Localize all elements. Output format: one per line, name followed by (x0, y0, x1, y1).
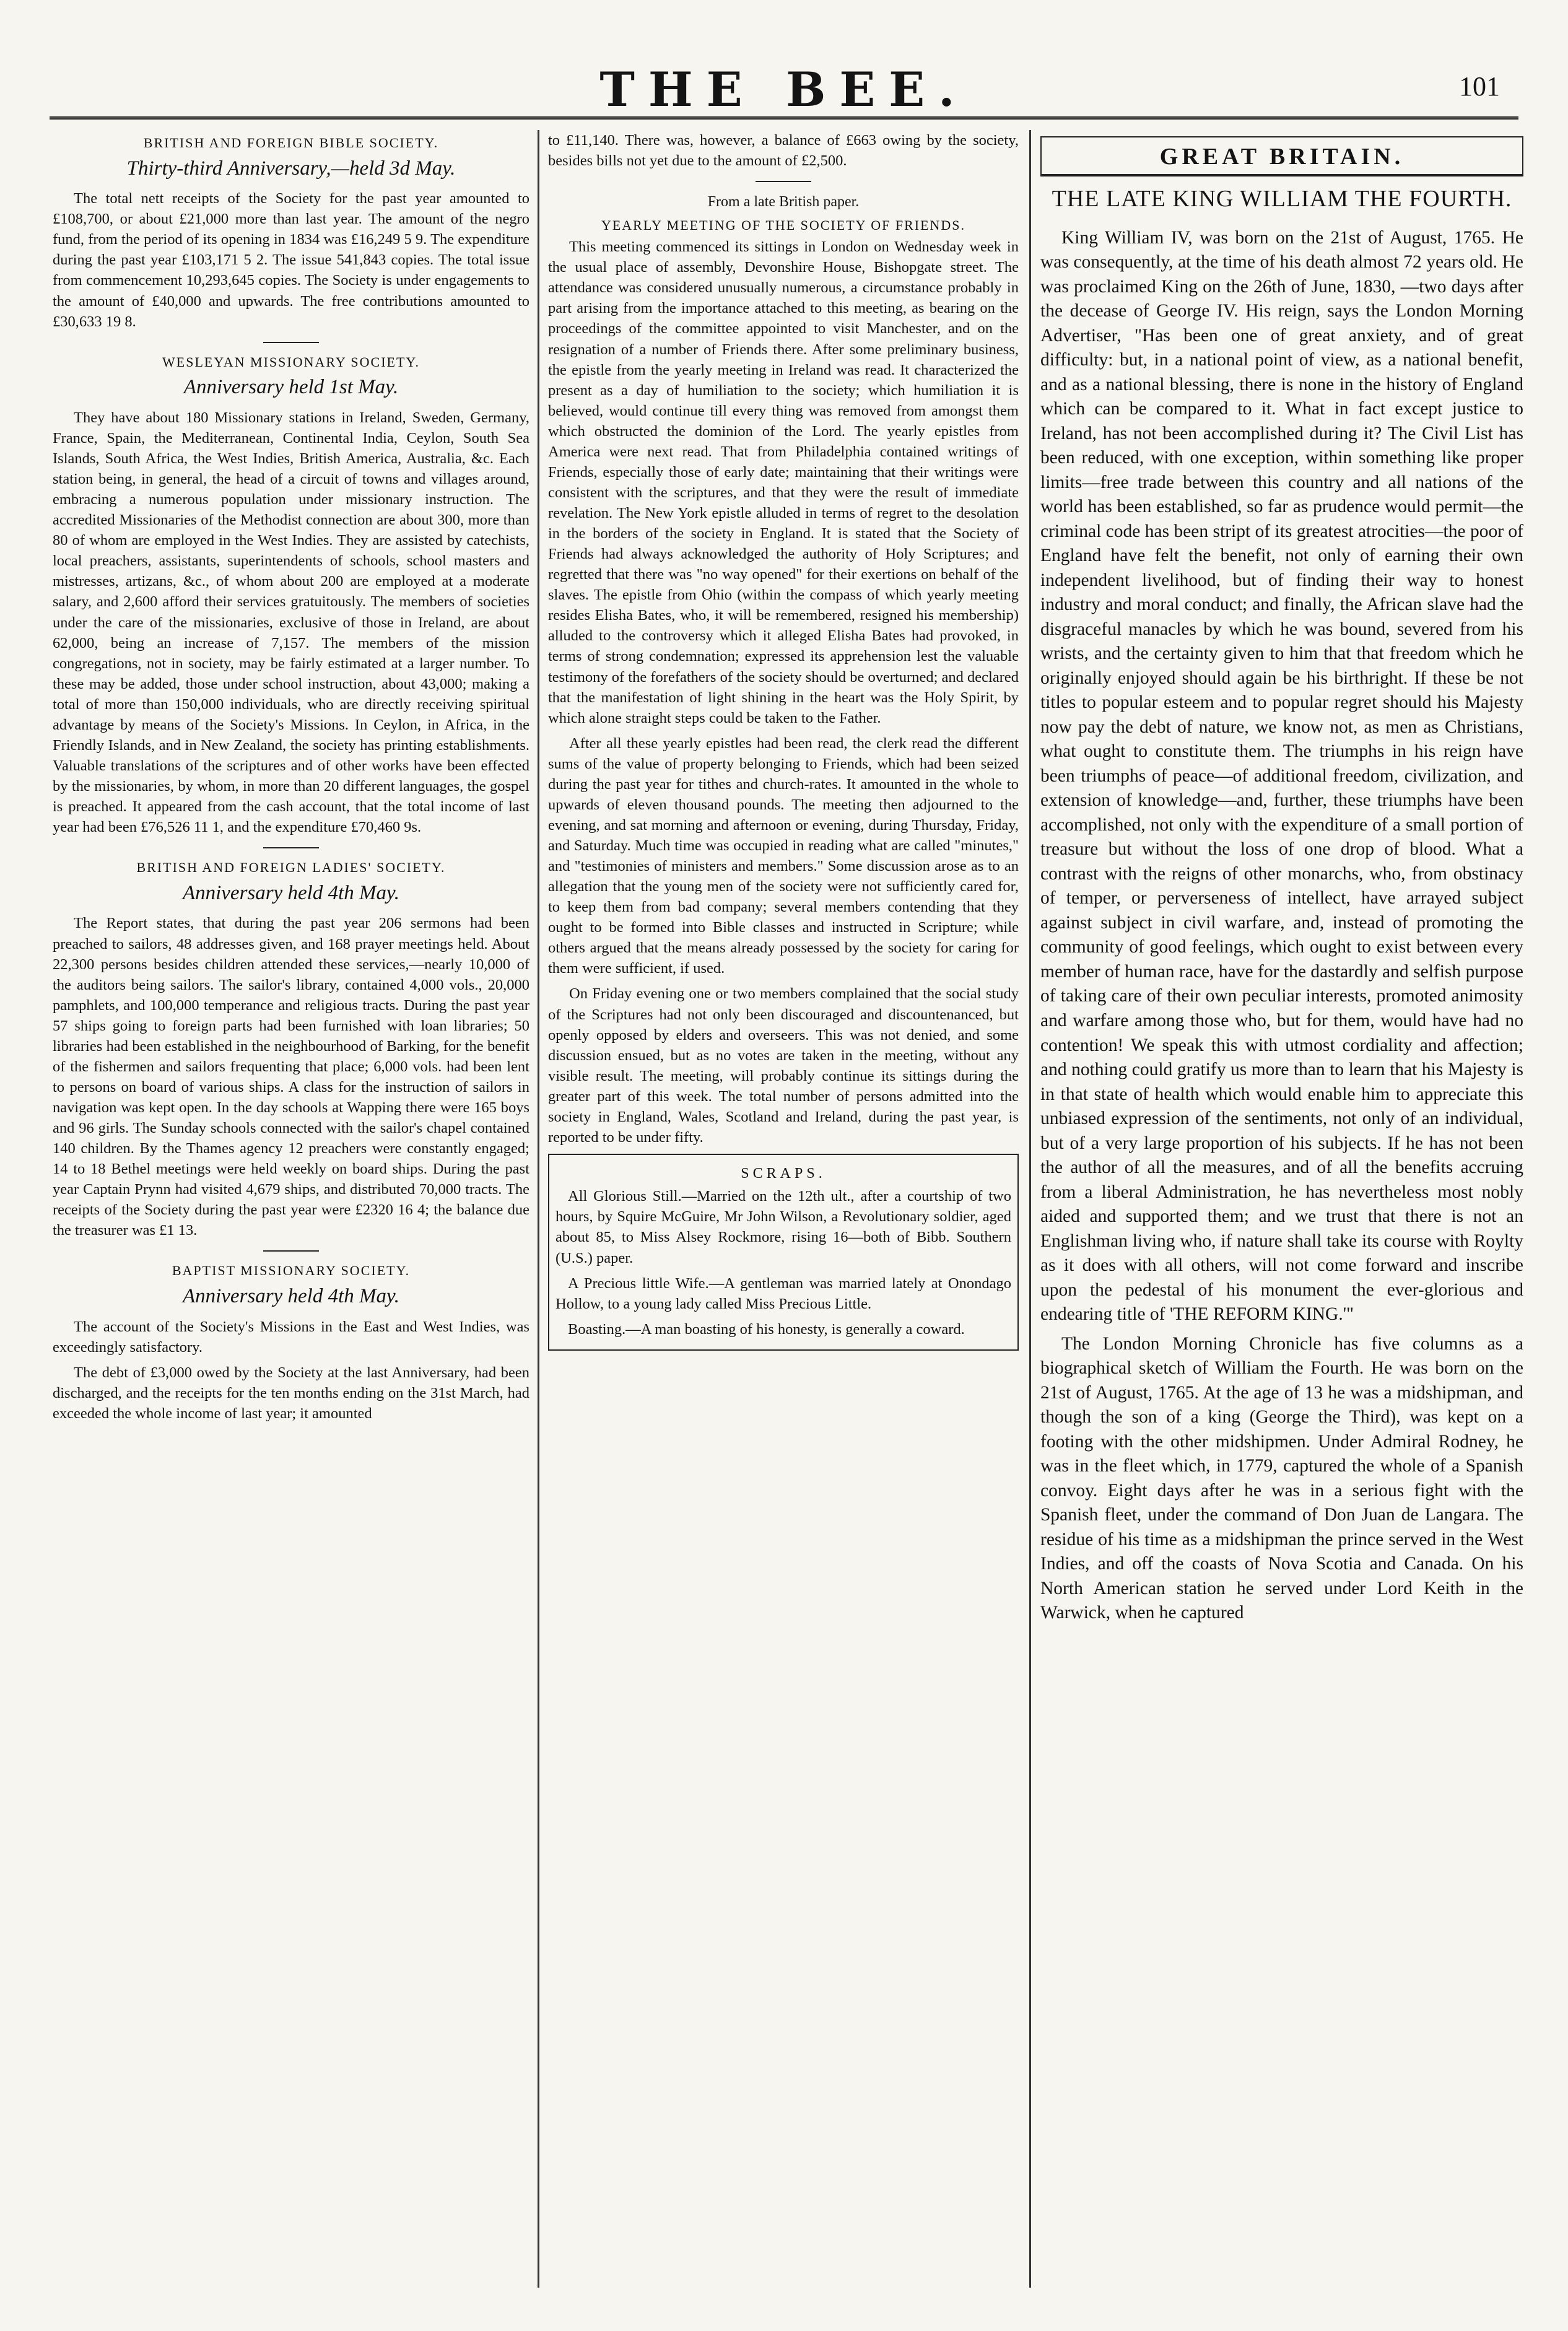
masthead (50, 62, 1518, 117)
article-subheading: Anniversary held 4th May. (182, 881, 400, 904)
scrap-item: A Precious little Wife.—A gentleman was married lately at Onondago Hollow, to a young lady called Miss Precious Little. (555, 1274, 1011, 1312)
article-paragraph: This meeting commenced its sittings in London on Wednesday week in the usual place of assembly, Devonshire House, Bishopgate street. The attendance was considered unusually numerous, a circumstance probably in part arising from the importance attached to this meeting, as bearing on the proceedings of the committee appointed to visit Manchester, and on the resignation of a number of Friends there. After some preliminary business, the epistle from the yearly meeting in Ireland was read. It characterized the present as a day of humiliation to the society; which humiliation it is believed, would continue till every thing was removed from amongst them which obstructed the dominion of the Lord. The yearly epistles from America were next read. That from Philadelphia contained writings of Friends, especially those of early date; maintaining that their writings were consistent with the scriptures, and that they were the result of immediate revelation. The New York epistle alluded in terms of regret to the desolation in the borders of the society in England. It is stated that the Society of Friends had always acknowledged the authority of Holy Scriptures; and regretted that there was "no way opened" for their exertions on behalf of the slaves. The epistle from Ohio (within the compass of which yearly meeting resides Elisha Bates, who, it will be remembered, resigned his membership) alluded to the controversy which it alleged Elisha Bates had provoked, in terms of strong condemnation; expressed its apprehension lest the valuable testimony of the forefathers of the society should be overturned; and declared that the manifestation of light shining in the heart was the Holy Spirit, by which alone straight steps could be taken to the Father. (548, 238, 1019, 726)
separator (263, 1250, 319, 1252)
article-heading: BRITISH AND FOREIGN BIBLE SOCIETY. (143, 135, 439, 150)
scrap-item: All Glorious Still.—Married on the 12th ult., after a courtship of two hours, by Squire McGuire, Mr John Wilson, a Revolutionary soldier, aged about 85, to Miss Alsey Rockmore, rising 16—both of Bibb. Southern (U.S.) paper. (555, 1188, 1011, 1266)
scraps-heading: SCRAPS. (741, 1165, 826, 1182)
article-subheading: Anniversary held 1st May. (183, 376, 399, 399)
article-paragraph: The London Morning Chronicle has five columns as a biographical sketch of William the Fourth. He was born on the 21st of August, 1765. At the age of 13 he was a midshipman, and though the son of a king (George the Third), was kept on a footing with the other midshipmen. Under Admiral Rodney, he was in the fleet which, in 1779, captured the whole of a Spanish convoy. Eight days after he was in a serious fight with the Spanish fleet, under the command of Don Juan de Langara. The residue of his time as a midshipman the prince served in the West Indies, and off the coasts of Nova Scotia and Canada. On his North American station he served under Lord Keith in the Warwick, when he captured (1040, 1333, 1523, 1623)
section-heading: GREAT BRITAIN. (1042, 137, 1522, 175)
separator (756, 181, 811, 182)
scrap-item: Boasting.—A man boasting of his honesty, is generally a coward. (568, 1320, 965, 1338)
column-1 (53, 130, 529, 2294)
column-2 (548, 130, 1019, 2294)
article-paragraph: The total nett receipts of the Society for the past year amounted to £108,700, or about £21,000 more than last year. The amount of the negro fund, from the period of its opening in 1834 was £16,249 5 9. The expenditure during the past year £103,171 5 2. The issue 541,843 copies. The total issue from commencement 10,293,645 copies. The Society is under engagements to the amount of £40,000 and upwards. The free contributions amounted to £30,633 19 8. (53, 190, 529, 330)
article-title: THE LATE KING WILLIAM THE FOURTH. (1052, 185, 1512, 212)
article-heading: BRITISH AND FOREIGN LADIES' SOCIETY. (136, 860, 446, 876)
source-note: From a late British paper. (707, 194, 860, 211)
column-divider (538, 130, 539, 2288)
column-divider (1029, 130, 1031, 2288)
article-paragraph: After all these yearly epistles had been read, the clerk read the different sums of the value of property belonging to Friends, which had been seized during the past year for tithes and church-rates. It amounted in the whole to upwards of eleven thousand pounds. The meeting then adjourned to the evening, and sat morning and afternoon or evening, during Thursday, Friday, and Saturday. Much time was occupied in reading what are called "minutes," and "testimonies of ministers and members." Some discussion arose as to an allegation that the young men of the society were not sufficiently cared for, to keep them from bad company; several members contending that they ought to be formed into Bible classes and instructed in Scripture; while others argued that the means already possessed by the society for caring for them were sufficient, if used. (548, 734, 1019, 977)
article-heading: YEARLY MEETING OF THE SOCIETY OF FRIENDS. (601, 217, 966, 233)
scraps-box (548, 1154, 1019, 1351)
article-paragraph: The Report states, that during the past year 206 sermons had been preached to sailors, 48 addresses given, and 168 prayer meetings held. About 22,300 persons besides children attended these services,—nearly 10,000 of the auditors being sailors. The sailor's library, contained 4,000 vols., 20,000 pamphlets, and 100,000 temperance and religious tracts. During the past year 57 ships going to foreign parts had been furnished with loan libraries; 50 libraries had been established in the neighbourhood of Barking, for the benefit of the fishermen and sailors frequenting that place; 6,000 vols. had been lent to persons on board of various ships. A class for the instruction of sailors in navigation was kept open. In the day schools at Wapping there were 165 boys and 96 girls. The Sunday schools connected with the sailor's chapel contained 140 children. By the Thames agency 12 preachers were constantly engaged; 14 to 18 Bethel meetings were held weekly on board ships. During the past year Captain Prynn had visited 4,679 ships, and distributed 70,000 tracts. The receipts of the Society during the past year were £2320 16 4; the balance due the treasurer was £1 13. (53, 915, 529, 1239)
top-rule (50, 116, 1518, 120)
separator (263, 342, 319, 343)
article-paragraph: King William IV, was born on the 21st of August, 1765. He was consequently, at the time of his death almost 72 years old. He was proclaimed King on the 26th of June, 1830, —two days after the decease of George IV. His reign, says the London Morning Advertiser, "Has been one of great anxiety, and of great difficulty: but, in a national point of view, as a national benefit, and as a national blessing, there is none in the history of England which can be compared to it. What in fact except justice to Ireland, has not been accomplished during it? The Civil List has been reduced, with one exception, within something like proper limits—free trade between this country and all nations of the world has been established, so far as prudence would permit—the criminal code has been stript of its greatest atrocities—the poor of England have felt the benefit, not only of earning their own independent livelihood, but of finding their way to honest industry and moral conduct; and finally, the African slave had the disgraceful manacles by which he was bound, severed from his wrists, and the certainty given to him that that freedom which he originally enjoyed should again be his birthright. If these be not titles to popular esteem and to popular regret should his Majesty now pay the debt of nature, we know not, as men as Christians, what ought to constitute them. The triumphs in his reign have been triumphs of peace—of additional freedom, civilization, and extension of knowledge—and, further, these triumphs have been accomplished, not only with the expenditure of a small portion of treasure but without the loss of one drop of blood. What a contrast with the reigns of other monarchs, who, from obstinacy of temper, or perverseness of intellect, have arrayed subject against subject in civil warfare, and, instead of promoting the community of good feelings, which ought to exist between every member of human race, have for the dastardly and selfish purpose of taking care of their own peculiar interests, promoted animosity and warfare among those who, but for them, would have had no contention! We speak this with utmost cordiality and affection; and nothing could gratify us more than to learn that his Majesty is in that state of health which would enable him to appreciate this unbiased expression of the sentiments, not only of an individual, but of a very large proportion of his subjects. If he has not been the author of all the measures, and of all the benefits accruing from a liberal Administration, he has nevertheless most nobly aided and supported them; and we trust that there is not an Englishman living who, if nature shall take its course with Roylty as it does with all others, will not come forward and inscribe upon the pedestal of his monument the ever-glorious and endearing title of 'THE REFORM KING.'" (1040, 227, 1523, 1325)
article-subheading: Anniversary held 4th May. (182, 1285, 400, 1308)
article-paragraph: The account of the Society's Missions in the East and West Indies, was exceedingly satisfactory. (53, 1318, 529, 1356)
article-paragraph: The debt of £3,000 owed by the Society at the last Anniversary, had been discharged, and the receipts for the ten months ending on the 31st March, had exceeded the whole income of last year; it amounted (53, 1364, 529, 1422)
article-heading: BAPTIST MISSIONARY SOCIETY. (172, 1263, 411, 1279)
separator (263, 847, 319, 848)
article-subheading: Thirty-third Anniversary,—held 3d May. (126, 157, 456, 180)
page-number: 101 (1459, 71, 1500, 102)
section-box (1040, 136, 1523, 176)
article-heading: WESLEYAN MISSIONARY SOCIETY. (162, 354, 420, 370)
article-paragraph: They have about 180 Missionary stations in Ireland, Sweden, Germany, France, Spain, the Mediterranean, Continental India, Ceylon, South Sea Islands, South Africa, the West Indies, British America, Australia, &c. Each station being, in general, the head of a circuit of towns and villages around, embracing a numerous population under missionary instruction. The accredited Missionaries of the Methodist connection are about 300, more than 80 of whom are employed in the West Indies. They are assisted by catechists, local preachers, assistants, superintendents of schools, school masters and mistresses, artizans, &c., of whom about 200 are employed at a moderate salary, and 2,600 afford their services gratuitously. The members of societies under the care of the missionaries, exclusive of those in Ireland, are about 62,000, being an increase of 7,157. The members of the mission congregations, not in society, may be fairly estimated at a larger number. To these may be added, those under school instruction, about 43,000; making a total of more than 150,000 individuals, who are directly receiving spiritual advantage by means of the Society's Missions. In Ceylon, in Africa, in the Friendly Islands, and in New Zealand, the society has printing establishments. Valuable translations of the scriptures and of other works have been effected by the missionaries, by whom, in more than 20 different languages, the gospel is preached. It appeared from the cash account, that the total income of last year had been £76,526 11 1, and the expenditure £70,460 9s. (53, 409, 529, 836)
article-paragraph: to £11,140. There was, however, a balance of £663 owing by the society, besides bills not yet due to the amount of £2,500. (548, 132, 1019, 170)
article-paragraph: On Friday evening one or two members complained that the social study of the Scriptures had not only been discouraged and discountenanced, but openly opposed by elders and overseers. This was not denied, and some discussion ensued, but as no votes are taken in the meeting, without any visible result. The meeting, will probably continue its sittings during the greater part of this week. The total number of persons admitted into the society in England, Wales, Scotland and Ireland, during the past year, is reported to be under fifty. (548, 985, 1019, 1146)
newspaper-title: THE BEE. (599, 62, 969, 117)
column-3 (1040, 130, 1523, 2294)
